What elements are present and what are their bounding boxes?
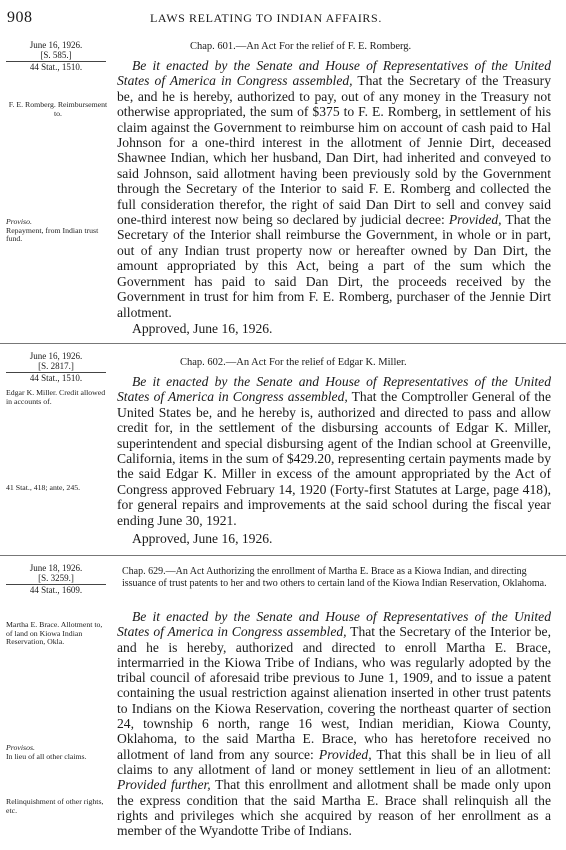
bill-number: [S. 3259.] [38,573,74,583]
enacting-clause: Be it enacted by the Senate and House of Representatives of the United States of America in Congress assembled, [117,609,551,640]
enactment-date: June 18, 1926. [29,563,83,573]
chapter-title: Chap. 601.—An Act For the relief of F. E. Romberg. [190,41,412,52]
act-text: Be it enacted by the Senate and House of Representatives of the United States of America in Congress assembled, That the Secretary of the Treasury be, and he is hereby, authorized to pay, out of any money in the Treasury not otherwise appropriated, the sum of $375 to F. E. Romberg, in settlement of his claim against the Government to reimburse him on account of cash paid to Hal Johnson for a one-third interest in the allotment of Jennie Dirt, deceased Shawnee Indian, which her husband, Dan Dirt, had inherited and conveyed to said Johnson, said allotment having been previously sold by the Government through the Secretary of the Interior to said F. E. Romberg and collected the full consideration therefor, the right of said Dan Dirt to sell and convey said one-third interest now being so declared by judicial decree: Provided, That the Secretary of the Interior shall reimburse the Government, in whole or in part, out of any Indian trust property now or hereafter owned by Dan Dirt, the amount appropriated by this Act, being a part of the sum which the Government has paid to said Dan Dirt, the proceeds received by the Government in trust for him from F. E. Romberg, purchaser of the Jennie Dirt allotment. [117,58,551,320]
margin-note: Edgar K. Miller. Credit allowed in accounts of. [6,388,106,406]
margin-note: Proviso. Repayment, from Indian trust fund. [6,218,110,244]
chapter-title: Chap. 602.—An Act For the relief of Edgar K. Miller. [180,357,407,368]
enactment-date: June 16, 1926. [29,351,83,361]
margin-note: Provisos. In lieu of all other claims. [6,744,110,761]
page-number: 908 [7,9,33,26]
statute-citation: 44 Stat., 1510. [29,62,83,72]
enacting-clause: Be it enacted by the Senate and House of Representatives of the United States of America in Congress assembled, [117,58,551,89]
proviso-further-word: Provided further, [117,777,211,793]
enactment-date-block [0,40,112,72]
enacting-clause: Be it enacted by the Senate and House of Representatives of the United States of America in Congress assembled, [117,374,551,405]
approval-date: Approved, June 16, 1926. [132,321,273,336]
section-divider [0,555,566,556]
enactment-date-block [0,563,112,595]
margin-note-heading: Proviso. [6,217,32,226]
approval-date: Approved, June 16, 1926. [132,531,273,546]
margin-note: Relinquishment of other rights, etc. [6,797,104,815]
running-title: LAWS RELATING TO INDIAN AFFAIRS. [150,11,382,25]
enactment-date-block [0,351,112,383]
chapter-title: Chap. 629.—An Act Authorizing the enrollment of Martha E. Brace as a Kiowa Indian, and directing issuance of trust patents to her and two others to certain land of the Kiowa Indian Reservation, Oklahoma. [122,566,547,589]
proviso-word: Provided, [448,212,502,228]
act-text: Be it enacted by the Senate and House of Representatives of the United States of America in Congress assembled, That the Secretary of the Interior be, and he is hereby, authorized and directed to enroll Martha E. Brace, intermarried in the Kiowa Tribe of Indians, who was regularly adopted by the tribal council of aforesaid tribe previous to June 1, 1909, and to issue a patent containing the usual restriction against alienation inserted in other trust patents to Indians on the Kiowa Reservation, covering the northeast quarter of section 24, township 6 north, range 16 west, Indian meridian, Kiowa County, Oklahoma, to the said Martha E. Brace, who has heretofore received no allotment of land from any source: Provided, That this shall be in lieu of all claims to any allotment of land or money settlement in lieu of an allotment: Provided further, That this enrollment and allotment shall be made only upon the express condition that the said Martha E. Brace shall relinquish all the rights and privileges which she acquired by reason of her enrollment as a member of the Wyandotte Tribe of Indians. [117,609,552,839]
act-text: Be it enacted by the Senate and House of Representatives of the United States of America in Congress assembled, That the Comptroller General of the United States be, and he hereby is, authorized and directed to pass and allow credit for, in the settlement of the disbursing accounts of Edgar K. Miller, superintendent and special disbursing agent of the Indian school at Greenville, California, items in the sum of $429.20, representing certain payments made by the said Edgar K. Miller in excess of the amount appropriated by the Act of Congress approved February 14, 1920 (Forty-first Statutes at Large, page 418), for general repairs and improvements at the said school during the fiscal year ending June 30, 1921. [117,374,552,528]
margin-note-heading: Provisos. [6,743,35,752]
bill-number: [S. 2817.] [38,361,74,371]
section-divider [0,343,566,344]
bill-number: [S. 585.] [40,50,72,60]
margin-note: 41 Stat., 418; ante, 245. [6,483,81,492]
statute-citation: 44 Stat., 1609. [29,585,83,595]
margin-note: Martha E. Brace. Allotment to, of land on Kiowa Indian Reservation, Okla. [6,620,103,647]
proviso-word: Provided, [318,746,372,762]
enactment-date: June 16, 1926. [29,40,83,50]
margin-note: F. E. Romberg. Reimbursement to. [8,100,108,118]
statute-citation: 44 Stat., 1510. [29,373,83,383]
